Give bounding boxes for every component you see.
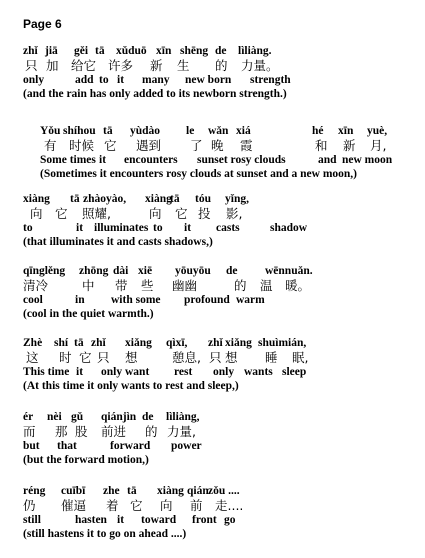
hanzi-word: 的 [234, 278, 247, 293]
gloss-word: in [75, 294, 85, 306]
pinyin-word: lìliàng. [238, 45, 272, 57]
hanzi-word: 的 [145, 424, 158, 439]
hanzi-word: 时候 [69, 138, 95, 153]
pinyin-word: wēnnuǎn. [265, 265, 313, 277]
pinyin-word: tā [70, 193, 80, 205]
pinyin-word: gǔ [71, 411, 84, 423]
translation-line: (but the forward motion,) [23, 454, 149, 466]
gloss-word: many [142, 74, 170, 86]
hanzi-word: 只 [97, 350, 110, 365]
pinyin-word: zhǐ [91, 337, 106, 349]
hanzi-word: 憩息, [172, 350, 201, 365]
gloss-word: to [153, 222, 163, 234]
pinyin-word: qián [187, 485, 209, 497]
gloss-word: and [318, 154, 337, 166]
hanzi-word: 向 [149, 206, 162, 221]
gloss-word: strength [250, 74, 291, 86]
pinyin-word: xīn [338, 125, 354, 137]
pinyin-word: yùdào [130, 125, 161, 137]
pinyin-word: shí [54, 337, 69, 349]
gloss-word: front [192, 514, 217, 526]
hanzi-word: 新 [150, 58, 163, 73]
pinyin-word: xiàng [145, 193, 172, 205]
pinyin-word: qīnglěng [23, 265, 66, 277]
gloss-word: rest [174, 366, 193, 378]
gloss-word: cool [23, 294, 43, 306]
pinyin-word: zhe [103, 485, 120, 497]
pinyin-word: tā [74, 337, 84, 349]
hanzi-word: 催逼 [61, 498, 87, 513]
pinyin-word: nèi [47, 411, 62, 423]
hanzi-word: 生 [177, 58, 190, 73]
translation-line: (At this time it only wants to rest and sleep,) [23, 380, 239, 392]
translation-line: (that illuminates it and casts shadows,) [23, 236, 213, 248]
hanzi-word: 而 [23, 424, 36, 439]
hanzi-word: 和 [315, 138, 328, 153]
gloss-word: forward [110, 440, 151, 452]
pinyin-word: xīn [156, 45, 172, 57]
hanzi-word: 影, [226, 206, 243, 221]
translation-line: (and the rain has only added to its newborn strength.) [23, 88, 287, 100]
pinyin-word: ér [23, 411, 34, 423]
pinyin-word: réng [23, 485, 46, 497]
gloss-word: that [57, 440, 77, 452]
hanzi-word: 了 [190, 138, 203, 153]
hanzi-word: 遇到 [136, 138, 162, 153]
hanzi-word: 前 [190, 498, 203, 513]
pinyin-word: tóu [195, 193, 211, 205]
pinyin-word: zǒu .... [208, 485, 240, 497]
pinyin-word: tā [103, 125, 113, 137]
hanzi-word: 它 [130, 498, 143, 513]
pinyin-word: jiā [45, 45, 58, 57]
pinyin-word: hé [312, 125, 324, 137]
gloss-word: it [76, 366, 84, 378]
gloss-word: new born [185, 74, 232, 86]
pinyin-word: lìliàng, [166, 411, 200, 423]
pinyin-word: xiǎng [225, 337, 252, 349]
hanzi-word: 力量。 [241, 58, 279, 73]
pinyin-word: xiē [138, 265, 153, 277]
hanzi-word: 晚 [211, 138, 224, 153]
hanzi-word: 前进 [101, 424, 127, 439]
pinyin-word: xiàng [23, 193, 50, 205]
pinyin-word: zhàoyào, [83, 193, 127, 205]
hanzi-word: 幽幽 [172, 278, 198, 293]
hanzi-word: 些 [141, 278, 154, 293]
gloss-word: warm [236, 294, 265, 306]
pinyin-word: shuìmián, [258, 337, 307, 349]
hanzi-word: 走.... [215, 498, 244, 513]
gloss-word: This time [23, 366, 70, 378]
hanzi-word: 向 [30, 206, 43, 221]
hanzi-word: 霞 [240, 138, 253, 153]
hanzi-word: 温 [260, 278, 273, 293]
pinyin-word: de [226, 265, 238, 277]
gloss-word: only [23, 74, 45, 86]
hanzi-word: 那 [55, 424, 68, 439]
gloss-word: Some times [40, 154, 96, 166]
pinyin-word: de [215, 45, 227, 57]
pinyin-word: qiánjìn [101, 411, 137, 423]
translation-line: (still hastens it to go on ahead ....) [23, 528, 187, 540]
pinyin-word: tā [170, 193, 180, 205]
gloss-word: sleep [282, 366, 307, 378]
gloss-word: encounters [124, 154, 178, 166]
gloss-word: add [75, 74, 94, 86]
pinyin-word: le [186, 125, 195, 137]
pinyin-word: zhǐ [23, 45, 38, 57]
pinyin-word: gěi [74, 45, 89, 57]
hanzi-word: 它 [104, 138, 117, 153]
hanzi-word: 想 [125, 350, 138, 365]
hanzi-word: 着 [106, 498, 119, 513]
hanzi-word: 的 [215, 58, 228, 73]
gloss-word: casts [216, 222, 240, 234]
hanzi-word: 许多 [108, 58, 134, 73]
hanzi-word: 睡 [265, 350, 278, 365]
hanzi-word: 向 [160, 498, 173, 513]
gloss-word: shadow [270, 222, 308, 234]
gloss-word: only [213, 366, 235, 378]
gloss-word: hasten [75, 514, 107, 526]
pinyin-word: tā [127, 485, 137, 497]
gloss-word: it [117, 74, 125, 86]
hanzi-word: 它 [55, 206, 68, 221]
pinyin-word: cuībī [61, 485, 86, 497]
translation-line: (cool in the quiet warmth.) [23, 308, 154, 320]
hanzi-word: 眠, [292, 350, 309, 365]
hanzi-word: 仍 [23, 498, 36, 513]
gloss-word: sunset rosy clouds [197, 154, 286, 166]
hanzi-word: 时 [59, 350, 72, 365]
hanzi-word: 这 [26, 350, 39, 365]
gloss-word: it [76, 222, 84, 234]
gloss-word: it [184, 222, 192, 234]
gloss-word: illuminates [94, 222, 149, 234]
gloss-word: power [171, 440, 202, 452]
hanzi-word: 力量, [167, 424, 196, 439]
gloss-word: toward [141, 514, 177, 526]
hanzi-word: 只 [25, 58, 38, 73]
hanzi-word: 带 [115, 278, 128, 293]
pinyin-word: zhōng [79, 265, 109, 277]
pinyin-word: yǐng, [225, 193, 249, 205]
pinyin-word: Yǒu [40, 125, 61, 137]
pinyin-word: yōuyōu [175, 265, 211, 277]
pinyin-word: xiá [236, 125, 251, 137]
hanzi-word: 加 [46, 58, 59, 73]
hanzi-word: 给它 [71, 58, 97, 73]
gloss-word: go [224, 514, 236, 526]
gloss-word: but [23, 440, 40, 452]
gloss-word: it [99, 154, 107, 166]
hanzi-word: 暖。 [285, 278, 311, 293]
pinyin-word: xiǎng [125, 337, 152, 349]
hanzi-word: 中 [82, 278, 95, 293]
pinyin-word: de [142, 411, 154, 423]
hanzi-word: 新 [343, 138, 356, 153]
pinyin-word: dài [113, 265, 129, 277]
hanzi-word: 照耀, [82, 206, 111, 221]
page-title: Page 6 [23, 17, 62, 31]
hanzi-word: 清冷 [23, 278, 49, 293]
hanzi-word: 它 [175, 206, 188, 221]
gloss-word: want [125, 366, 150, 378]
pinyin-word: xǔduō [116, 45, 147, 57]
pinyin-word: wǎn [208, 125, 229, 137]
gloss-word: only [101, 366, 123, 378]
hanzi-word: 月, [370, 138, 387, 153]
pinyin-word: xiàng [157, 485, 184, 497]
gloss-word: new moon [342, 154, 393, 166]
pinyin-word: yuè, [367, 125, 388, 137]
gloss-word: profound [184, 294, 230, 306]
hanzi-word: 想 [225, 350, 238, 365]
gloss-word: to [99, 74, 109, 86]
gloss-word: with some [111, 294, 161, 306]
pinyin-word: tā [95, 45, 105, 57]
hanzi-word: 有 [44, 138, 57, 153]
hanzi-word: 只 [209, 350, 222, 365]
gloss-word: wants [244, 366, 273, 378]
hanzi-word: 它 [79, 350, 92, 365]
hanzi-word: 投 [198, 206, 211, 221]
pinyin-word: Zhè [23, 337, 43, 349]
gloss-word: still [23, 514, 41, 526]
pinyin-word: qìxī, [166, 337, 188, 349]
pinyin-word: shíhou [63, 125, 96, 137]
gloss-word: it [117, 514, 125, 526]
pinyin-word: shēng [180, 45, 209, 57]
translation-line: (Sometimes it encounters rosy clouds at sunset and a new moon,) [40, 168, 357, 180]
hanzi-word: 股 [75, 424, 88, 439]
pinyin-word: zhǐ [208, 337, 223, 349]
gloss-word: to [23, 222, 33, 234]
